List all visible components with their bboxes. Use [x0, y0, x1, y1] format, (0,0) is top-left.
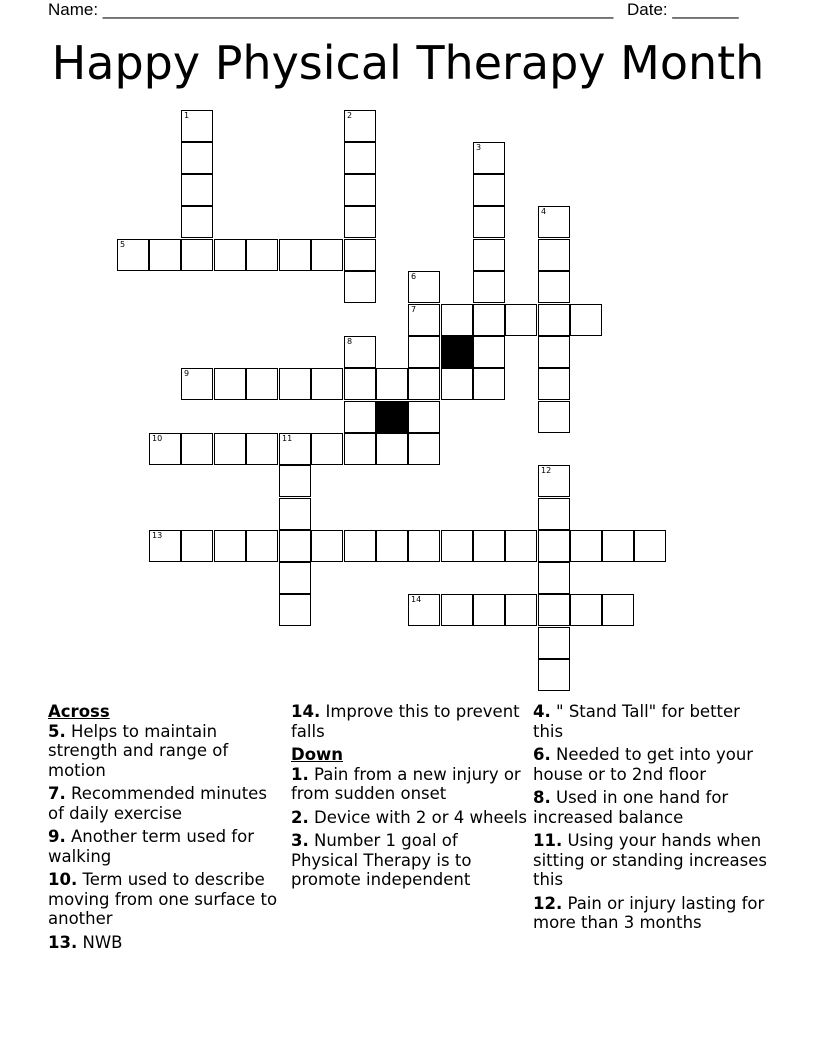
- clue-down-4: 4. " Stand Tall" for better this: [533, 702, 740, 741]
- grid-cell[interactable]: [538, 594, 570, 626]
- grid-cell[interactable]: [505, 530, 537, 562]
- grid-cell[interactable]: [408, 594, 440, 626]
- grid-cell[interactable]: [214, 368, 246, 400]
- grid-cell[interactable]: [214, 239, 246, 271]
- grid-cell[interactable]: [538, 401, 570, 433]
- grid-cell[interactable]: [214, 530, 246, 562]
- grid-cell[interactable]: [344, 142, 376, 174]
- grid-cell[interactable]: [149, 530, 181, 562]
- grid-cell[interactable]: [473, 239, 505, 271]
- name-field: Name: ______________________________________________________: [48, 0, 614, 19]
- grid-cell[interactable]: [246, 530, 278, 562]
- clue-number: 11: [282, 434, 293, 443]
- clue-down-8: 8. Used in one hand for increased balance: [533, 788, 729, 827]
- clue-number: 2: [347, 111, 353, 120]
- clue-column-2: [291, 702, 527, 894]
- clue-across-10: 10. Term used to describe moving from one surface to another: [48, 870, 278, 928]
- grid-cell[interactable]: [473, 271, 505, 303]
- grid-cell[interactable]: [538, 206, 570, 238]
- puzzle-title: Happy Physical Therapy Month: [51, 36, 765, 90]
- grid-cell[interactable]: [376, 368, 408, 400]
- grid-cell[interactable]: [473, 594, 505, 626]
- grid-cell[interactable]: [181, 206, 213, 238]
- grid-cell[interactable]: [344, 206, 376, 238]
- grid-cell[interactable]: [246, 368, 278, 400]
- grid-cell[interactable]: [246, 433, 278, 465]
- grid-cell[interactable]: [602, 530, 634, 562]
- grid-cell[interactable]: [279, 465, 311, 497]
- grid-cell[interactable]: [149, 239, 181, 271]
- grid-cell[interactable]: [344, 336, 376, 368]
- grid-cell[interactable]: [311, 530, 343, 562]
- clue-across-7: 7. Recommended minutes of daily exercise: [48, 784, 267, 823]
- grid-cell[interactable]: [473, 368, 505, 400]
- grid-cell[interactable]: [473, 206, 505, 238]
- clue-down-6: 6. Needed to get into your house or to 2nd floor: [533, 745, 754, 784]
- clue-column-3: [533, 702, 769, 937]
- grid-cell[interactable]: [279, 562, 311, 594]
- clue-number: 4: [541, 207, 547, 216]
- clue-number: 8: [347, 337, 353, 346]
- grid-cell[interactable]: [279, 239, 311, 271]
- grid-cell[interactable]: [279, 594, 311, 626]
- grid-cell[interactable]: [538, 530, 570, 562]
- grid-cell[interactable]: [344, 174, 376, 206]
- grid-cell[interactable]: [538, 271, 570, 303]
- clue-number: 1: [184, 111, 190, 120]
- clue-number: 7: [411, 305, 417, 314]
- grid-cell[interactable]: [344, 271, 376, 303]
- grid-cell[interactable]: [538, 336, 570, 368]
- grid-cell[interactable]: [311, 368, 343, 400]
- grid-cell[interactable]: [279, 530, 311, 562]
- grid-cell[interactable]: [344, 433, 376, 465]
- grid-cell[interactable]: [344, 110, 376, 142]
- grid-cell[interactable]: [311, 433, 343, 465]
- clue-number: 9: [184, 369, 190, 378]
- grid-cell[interactable]: [311, 239, 343, 271]
- across-heading: Across: [48, 702, 110, 721]
- grid-cell[interactable]: [376, 433, 408, 465]
- clue-down-11: 11. Using your hands when sitting or standing increases this: [533, 831, 768, 889]
- grid-cell[interactable]: [570, 304, 602, 336]
- grid-cell[interactable]: [473, 174, 505, 206]
- down-heading: Down: [291, 745, 344, 764]
- clue-number: 3: [476, 143, 482, 152]
- grid-cell[interactable]: [181, 142, 213, 174]
- clue-column-1: [48, 702, 284, 956]
- clue-down-12: 12. Pain or injury lasting for more than 3 months: [533, 893, 765, 932]
- clue-number: 10: [152, 434, 163, 443]
- clue-across-5: 5. Helps to maintain strength and range of motion: [48, 721, 229, 780]
- grid-cell[interactable]: [570, 530, 602, 562]
- grid-cell[interactable]: [538, 627, 570, 659]
- clue-across-13: 13. NWB: [48, 932, 123, 952]
- grid-cell[interactable]: [344, 401, 376, 433]
- grid-cell[interactable]: [538, 659, 570, 691]
- clue-across-9: 9. Another term used for walking: [48, 827, 254, 866]
- grid-cell[interactable]: [538, 465, 570, 497]
- black-cell: [376, 401, 408, 433]
- grid-cell[interactable]: [279, 498, 311, 530]
- grid-cell[interactable]: [441, 368, 473, 400]
- clue-number: 14: [411, 595, 422, 604]
- clue-number: 13: [152, 531, 163, 540]
- grid-cell[interactable]: [279, 368, 311, 400]
- clue-across-14: 14. Improve this to prevent falls: [291, 702, 520, 741]
- grid-cell[interactable]: [344, 368, 376, 400]
- grid-cell[interactable]: [181, 530, 213, 562]
- grid-cell[interactable]: [408, 336, 440, 368]
- grid-cell[interactable]: [408, 304, 440, 336]
- grid-cell[interactable]: [408, 530, 440, 562]
- grid-cell[interactable]: [538, 498, 570, 530]
- grid-cell[interactable]: [538, 562, 570, 594]
- grid-cell[interactable]: [149, 433, 181, 465]
- grid-cell[interactable]: [602, 594, 634, 626]
- grid-cell[interactable]: [473, 336, 505, 368]
- grid-cell[interactable]: [181, 174, 213, 206]
- clue-down-1: 1. Pain from a new injury or from sudden onset: [291, 764, 521, 803]
- date-field: Date: _______: [627, 0, 739, 19]
- grid-cell[interactable]: [246, 239, 278, 271]
- grid-cell[interactable]: [538, 368, 570, 400]
- grid-cell[interactable]: [473, 142, 505, 174]
- grid-cell[interactable]: [505, 304, 537, 336]
- grid-cell[interactable]: [441, 304, 473, 336]
- grid-cell[interactable]: [214, 433, 246, 465]
- grid-cell[interactable]: [117, 239, 149, 271]
- grid-cell[interactable]: [408, 433, 440, 465]
- clue-number: 5: [120, 240, 126, 249]
- grid-cell[interactable]: [473, 530, 505, 562]
- grid-cell[interactable]: [408, 368, 440, 400]
- black-cell: [441, 336, 473, 368]
- grid-cell[interactable]: [505, 594, 537, 626]
- grid-cell[interactable]: [441, 594, 473, 626]
- grid-cell[interactable]: [181, 368, 213, 400]
- grid-cell[interactable]: [181, 433, 213, 465]
- grid-cell[interactable]: [570, 594, 602, 626]
- grid-cell[interactable]: [181, 110, 213, 142]
- grid-cell[interactable]: [441, 530, 473, 562]
- grid-cell[interactable]: [181, 239, 213, 271]
- grid-cell[interactable]: [376, 530, 408, 562]
- clue-number: 12: [541, 466, 552, 475]
- grid-cell[interactable]: [344, 530, 376, 562]
- clue-down-3: 3. Number 1 goal of Physical Therapy is to promote independent: [291, 831, 472, 889]
- clue-down-2: 2. Device with 2 or 4 wheels: [291, 807, 527, 827]
- grid-cell[interactable]: [279, 433, 311, 465]
- grid-cell[interactable]: [408, 401, 440, 433]
- grid-cell[interactable]: [408, 271, 440, 303]
- clue-number: 6: [411, 272, 417, 281]
- grid-cell[interactable]: [538, 239, 570, 271]
- grid-cell[interactable]: [538, 304, 570, 336]
- grid-cell[interactable]: [344, 239, 376, 271]
- grid-cell[interactable]: [634, 530, 666, 562]
- grid-cell[interactable]: [473, 304, 505, 336]
